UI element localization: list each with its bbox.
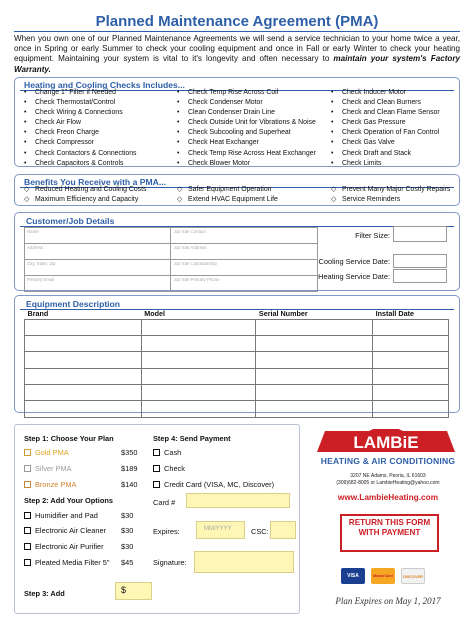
plan-gold[interactable] xyxy=(24,448,69,457)
intro-paragraph xyxy=(14,34,460,75)
plan-bronze-price: $140 xyxy=(121,480,138,489)
equipment-cell[interactable] xyxy=(373,319,449,335)
option-media-filter[interactable] xyxy=(24,558,110,567)
equipment-cell[interactable] xyxy=(141,368,256,384)
check-item: • Check Limits xyxy=(331,159,440,169)
return-form-notice: RETURN THIS FORM WITH PAYMENT xyxy=(340,514,439,552)
check-item: • Check Temp Rise Across Heat Exchanger xyxy=(177,149,316,159)
equipment-cell[interactable] xyxy=(256,319,373,335)
check-item: • Check Inducer Motor xyxy=(331,88,440,98)
payment-credit-card[interactable] xyxy=(153,480,274,489)
discover-card-icon: DISCOVER xyxy=(401,568,425,584)
checks-heading: Heating and Cooling Checks Includes... xyxy=(24,80,185,90)
equipment-cell[interactable] xyxy=(373,401,449,417)
address-field[interactable]: Address xyxy=(25,244,171,260)
checkbox[interactable] xyxy=(24,527,31,534)
checkbox[interactable] xyxy=(153,481,160,488)
expires-input[interactable] xyxy=(196,521,245,539)
equipment-cell[interactable] xyxy=(373,352,449,368)
check-item: • Check Freon Charge xyxy=(24,128,137,138)
column-header-install-date: Install Date xyxy=(375,309,414,319)
checks-column-1 xyxy=(24,88,137,169)
option-label: Humidifier and Pad xyxy=(35,511,98,520)
equipment-cell[interactable] xyxy=(256,352,373,368)
checkbox[interactable] xyxy=(24,465,31,472)
plan-silver-label: Silver PMA xyxy=(35,464,72,473)
equipment-cell[interactable] xyxy=(256,401,373,417)
filter-size-label: Filter Size: xyxy=(355,231,390,240)
checkbox[interactable] xyxy=(24,449,31,456)
column-header-model: Model xyxy=(144,309,165,319)
cooling-date-input[interactable] xyxy=(393,254,447,268)
payment-check-label: Check xyxy=(164,464,185,473)
check-item: • Check Blower Motor xyxy=(177,159,316,169)
city-state-zip-field[interactable]: City, State, Zip xyxy=(25,260,171,276)
option-price: $30 xyxy=(121,511,134,520)
equipment-cell[interactable] xyxy=(141,352,256,368)
plan-silver-price: $189 xyxy=(121,464,138,473)
lambie-logo xyxy=(317,429,455,452)
option-air-purifier[interactable] xyxy=(24,542,104,551)
benefit-item: ◇ Safer Equipment Operation xyxy=(177,185,278,195)
heating-date-label: Heating Service Date: xyxy=(318,272,390,281)
card-number-label: Card # xyxy=(153,498,176,507)
checkbox[interactable] xyxy=(24,543,31,550)
signature-label: Signature: xyxy=(153,558,187,567)
check-item: • Check Draft and Stack xyxy=(331,149,440,159)
brand-address xyxy=(313,473,463,487)
signature-input[interactable] xyxy=(194,551,294,573)
job-address-field[interactable]: Job Site Address xyxy=(171,244,318,260)
equipment-cell[interactable] xyxy=(25,335,142,351)
plan-silver[interactable] xyxy=(24,464,72,473)
payment-check[interactable] xyxy=(153,464,185,473)
equipment-cell[interactable] xyxy=(256,385,373,401)
equipment-row xyxy=(25,335,449,351)
check-item: • Check Outside Unit for Vibrations & Noise xyxy=(177,118,316,128)
checkbox[interactable] xyxy=(24,481,31,488)
step2-heading: Step 2: Add Your Options xyxy=(24,496,113,505)
payment-cash[interactable] xyxy=(153,448,181,457)
benefits-column-3 xyxy=(331,185,450,205)
check-item: • Check Operation of Fan Control xyxy=(331,128,440,138)
equipment-cell[interactable] xyxy=(25,401,142,417)
equipment-row xyxy=(25,401,449,417)
equipment-heading: Equipment Description xyxy=(26,299,121,309)
name-field[interactable]: Name xyxy=(25,228,171,244)
check-item: • Check Gas Pressure xyxy=(331,118,440,128)
check-item: • Check and Clean Flame Sensor xyxy=(331,108,440,118)
plan-bronze-label: Bronze PMA xyxy=(35,480,77,489)
option-price: $45 xyxy=(121,558,134,567)
equipment-cell[interactable] xyxy=(25,352,142,368)
option-air-cleaner[interactable] xyxy=(24,526,106,535)
job-phone-field[interactable]: Job Site Primary Phone xyxy=(171,276,318,292)
benefits-heading: Benefits You Receive with a PMA... xyxy=(24,177,166,187)
benefit-item: ◇ Prevent Many Major Costly Repairs xyxy=(331,185,450,195)
plan-gold-label: Gold PMA xyxy=(35,448,69,457)
equipment-cell[interactable] xyxy=(25,385,142,401)
check-item: • Check Wiring & Connections xyxy=(24,108,137,118)
equipment-row xyxy=(25,319,449,335)
check-item: • Check Condenser Motor xyxy=(177,98,316,108)
payment-credit-label: Credit Card (VISA, MC, Discover) xyxy=(164,480,275,489)
checkbox[interactable] xyxy=(24,512,31,519)
check-item: • Check Subcooling and Superheat xyxy=(177,128,316,138)
option-price: $30 xyxy=(121,526,134,535)
check-item: • Check Gas Valve xyxy=(331,138,440,148)
checks-column-2 xyxy=(177,88,316,169)
option-label: Electronic Air Cleaner xyxy=(35,526,107,535)
check-item: • Check Capacitors & Controls xyxy=(24,159,137,169)
logo-text: LAMBiE xyxy=(353,433,419,452)
check-item: • Check Heat Exchanger xyxy=(177,138,316,148)
benefit-item: ◇ Extend HVAC Equipment Life xyxy=(177,195,278,205)
equipment-cell[interactable] xyxy=(373,335,449,351)
option-price: $30 xyxy=(121,542,134,551)
option-label: Pleated Media Filter 5" xyxy=(35,558,110,567)
check-item: • Check Thermostat/Control xyxy=(24,98,137,108)
payment-cash-label: Cash xyxy=(164,448,182,457)
expires-placeholder: MM/YYYY xyxy=(204,526,232,532)
email-field[interactable]: Primary Email xyxy=(25,276,171,292)
equipment-cell[interactable] xyxy=(141,335,256,351)
option-humidifier[interactable] xyxy=(24,511,98,520)
checkbox[interactable] xyxy=(153,449,160,456)
customer-table xyxy=(24,227,318,292)
equipment-cell[interactable] xyxy=(141,401,256,417)
step1-heading: Step 1: Choose Your Plan xyxy=(24,434,114,443)
csc-input[interactable] xyxy=(270,521,296,539)
check-item: • Check Air Flow xyxy=(24,118,137,128)
intro-emphasis: maintain your system's Factory Warranty. xyxy=(14,54,460,74)
page-title: Planned Maintenance Agreement (PMA) xyxy=(95,13,379,30)
intro-text: When you own one of our Planned Maintenance Agreements we will send a service technician to your home twice a year, once in Spring or early Summer to check your cooling equipment and once in Fall or early Winter to check your heating equipment. Maintaining your system is vital to it's longevity and often necessary to xyxy=(14,34,460,64)
benefits-column-1 xyxy=(24,185,146,205)
equipment-cell[interactable] xyxy=(141,385,256,401)
equipment-table xyxy=(24,309,449,418)
plan-gold-price: $350 xyxy=(121,448,138,457)
equipment-cell[interactable] xyxy=(25,368,142,384)
column-header-serial: Serial Number xyxy=(258,309,308,319)
title-divider xyxy=(14,31,460,32)
checkbox[interactable] xyxy=(24,559,31,566)
contact-line: (309)682-8005 or LambieHeating@yahoo.com xyxy=(336,479,440,486)
equipment-row xyxy=(25,352,449,368)
equipment-row xyxy=(25,385,449,401)
check-item: • Check Contactors & Connections xyxy=(24,149,137,159)
brand-subtitle: HEATING & AIR CONDITIONING xyxy=(320,456,456,466)
equipment-cell[interactable] xyxy=(141,319,256,335)
address-line: 3207 NE Adams, Peoria, IL 61603 xyxy=(350,473,426,479)
check-item: • Check Compressor xyxy=(24,138,137,148)
equipment-row xyxy=(25,368,449,384)
cooling-date-label: Cooling Service Date: xyxy=(318,257,390,266)
csc-label: CSC: xyxy=(251,527,269,536)
option-label: Electronic Air Purifier xyxy=(35,542,104,551)
equipment-cell[interactable] xyxy=(373,385,449,401)
currency-symbol: $ xyxy=(121,585,127,595)
column-header-brand: Brand xyxy=(27,309,49,319)
mastercard-icon: MasterCard xyxy=(371,568,395,584)
job-contact-field[interactable]: Job Site Contact xyxy=(171,228,318,244)
heating-date-input[interactable] xyxy=(393,269,447,283)
equipment-cell[interactable] xyxy=(256,368,373,384)
customer-heading: Customer/Job Details xyxy=(26,216,115,226)
plan-bronze[interactable] xyxy=(24,480,77,489)
card-number-input[interactable] xyxy=(186,493,290,508)
check-item: • Change 1" Filter if Needed xyxy=(24,88,137,98)
step4-heading: Step 4: Send Payment xyxy=(153,434,231,443)
benefit-item: ◇ Reduced Heating and Cooling Costs xyxy=(24,185,146,195)
equipment-cell[interactable] xyxy=(256,335,373,351)
equipment-cell[interactable] xyxy=(25,319,142,335)
equipment-cell[interactable] xyxy=(373,368,449,384)
visa-card-icon: VISA xyxy=(341,568,365,584)
benefit-item: ◇ Service Reminders xyxy=(331,195,450,205)
job-city-state-zip-field[interactable]: Job Site City/State/Zip xyxy=(171,260,318,276)
check-item: • Check and Clean Burners xyxy=(331,98,440,108)
expires-label: Expires: xyxy=(153,527,180,536)
checkbox[interactable] xyxy=(153,465,160,472)
step3-heading: Step 3: Add xyxy=(24,589,65,598)
website-link[interactable]: www.LambieHeating.com xyxy=(337,492,439,502)
check-item: • Clean Condenser Drain Line xyxy=(177,108,316,118)
benefits-column-2 xyxy=(177,185,278,205)
benefit-item: ◇ Maximum Efficiency and Capacity xyxy=(24,195,146,205)
plan-expiry-note: Plan Expires on May 1, 2017 xyxy=(335,596,441,606)
check-item: • Check Temp Rise Across Coil xyxy=(177,88,316,98)
checks-column-3 xyxy=(331,88,440,169)
filter-size-input[interactable] xyxy=(393,226,447,242)
